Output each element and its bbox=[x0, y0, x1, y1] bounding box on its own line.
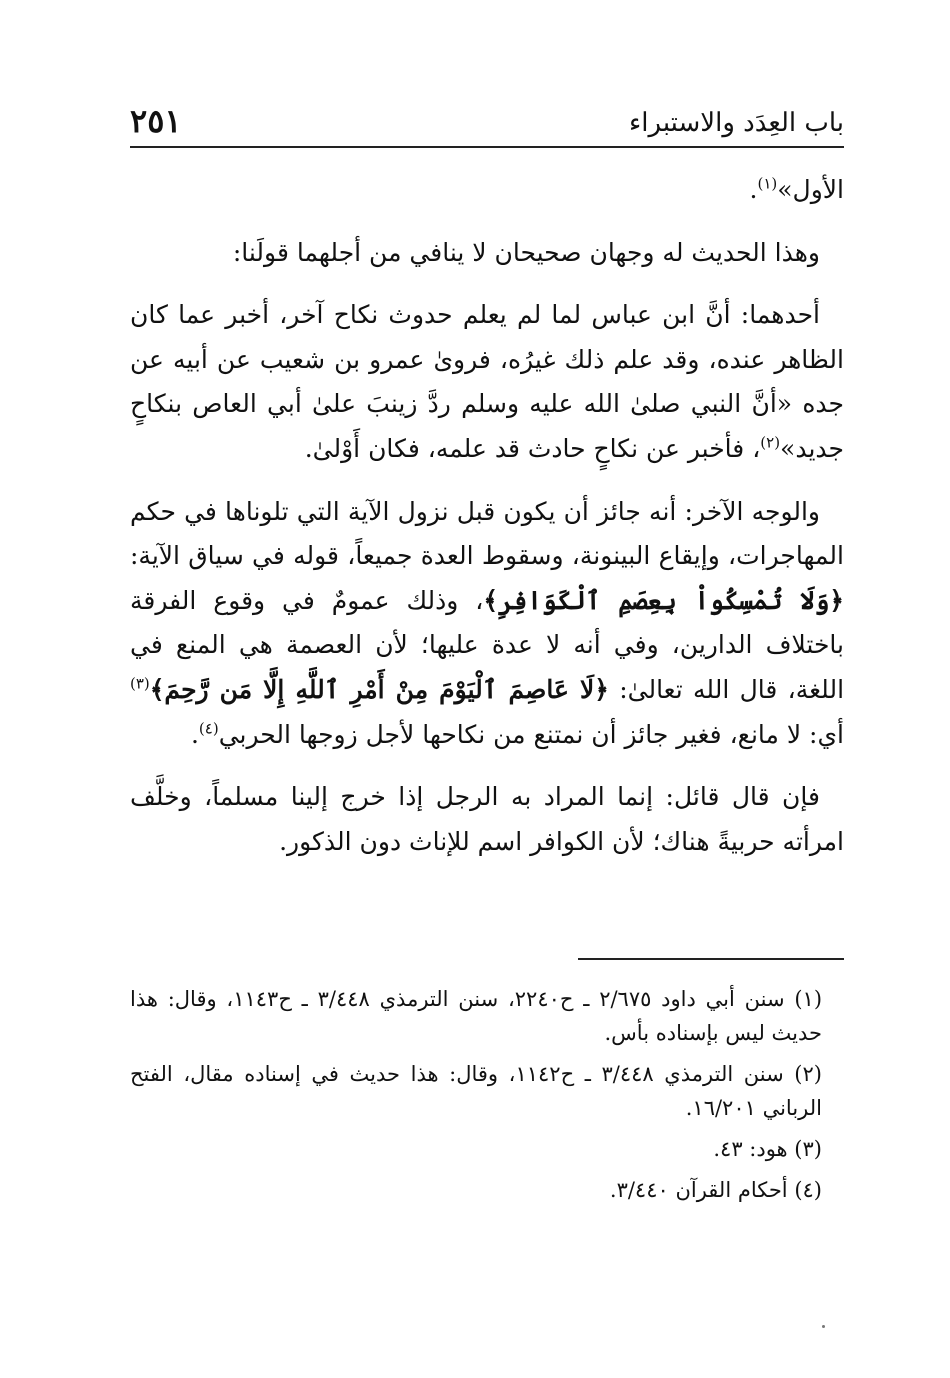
footnote-reference: (٣) bbox=[130, 674, 150, 693]
footnote-reference: (٤) bbox=[198, 719, 219, 738]
paragraph-text: فإن قال قائل: إنما المراد به الرجل إذا خرج إلينا مسلماً، وخلَّف امرأته حربيةً هناك؛ لأن الكوافر اسم للإناث دون الذكور. bbox=[130, 782, 844, 856]
paragraph-text: الأول» bbox=[777, 175, 844, 204]
paragraph-tail: ، فأخبر عن نكاحٍ حادث قد علمه، فكان أَوْلىٰ. bbox=[304, 433, 761, 463]
paragraph-text: والوجه الآخر: أنه جائز أن يكون قبل نزول الآية التي تلوناها في حكم المهاجرات، وإيقاع البينونة، وسقوط العدة جميعاً، قوله في سياق الآية: bbox=[130, 496, 844, 571]
footnote-separator bbox=[578, 958, 844, 960]
paragraph-text: أحدهما: أنَّ ابن عباس لما لم يعلم حدوث نكاح آخر، أخبر عما كان الظاهر عنده، وقد علم ذلك غيرُه، فروىٰ عمرو بن شعيب عن أبيه عن جده «أنَّ النبي صلىٰ الله عليه وسلم ردَّ زينبَ علىٰ أبي العاص بنكاحٍ جديد» bbox=[130, 300, 844, 463]
footnote-reference: (١) bbox=[757, 174, 778, 193]
paragraph-first-aspect bbox=[130, 293, 844, 471]
paragraph-text-continued: ، وذلك عمومٌ في وقوع الفرقة باختلاف الدارين، وفي أنه لا عدة عليها؛ لأن العصمة هي المنع في اللغة، قال الله تعالىٰ: bbox=[130, 585, 845, 704]
paragraph-second-aspect bbox=[130, 490, 844, 758]
footnote-3: (٣) هود: ٤٣. bbox=[713, 1137, 822, 1161]
footnote-2: (٢) سنن الترمذي ٣/٤٤٨ ـ ح١١٤٢، وقال: هذا حديث في إسناده مقال، الفتح الرباني ١٦/٢٠١. bbox=[130, 1062, 822, 1120]
running-header bbox=[130, 100, 844, 148]
quran-verse: ﴿وَلَا تُمْسِكُواْ بِعِصَمِ ٱلْكَوَافِرِ﴾ bbox=[483, 585, 844, 615]
running-title: باب العِدَد والاستبراء bbox=[629, 108, 844, 138]
paragraph-text: وهذا الحديث له وجهان صحيحان لا ينافي من أجلهما قولَنا: bbox=[232, 237, 820, 267]
paragraph-text-continued: أي: لا مانع، فغير جائز أن نمتنع من نكاحها لأجل زوجها الحربي bbox=[218, 719, 844, 749]
footnote-4: (٤) أحكام القرآن ٣/٤٤٠. bbox=[609, 1178, 822, 1202]
quran-verse-second: ﴿لَا عَاصِمَ ٱلْيَوْمَ مِنْ أَمْرِ ٱللَّهِ إِلَّا مَن رَّحِمَ﴾ bbox=[149, 674, 609, 704]
paragraph-tail: . bbox=[749, 175, 758, 204]
main-text bbox=[130, 168, 844, 864]
paragraph-continuation bbox=[130, 168, 844, 213]
paragraph-intro bbox=[130, 231, 844, 276]
page-number: ٢٥١ bbox=[130, 102, 182, 140]
footnote-1: (١) سنن أبي داود ٢/٦٧٥ ـ ح٢٢٤٠، سنن الترمذي ٣/٤٤٨ ـ ح١١٤٣، وقال: هذا حديث ليس بإسناده بأس. bbox=[130, 987, 823, 1045]
paragraph-tail: . bbox=[190, 719, 199, 749]
footnotes bbox=[130, 982, 844, 1214]
scan-speck bbox=[822, 1325, 825, 1328]
paragraph-objection bbox=[130, 775, 844, 864]
footnote-reference: (٢) bbox=[760, 433, 781, 452]
